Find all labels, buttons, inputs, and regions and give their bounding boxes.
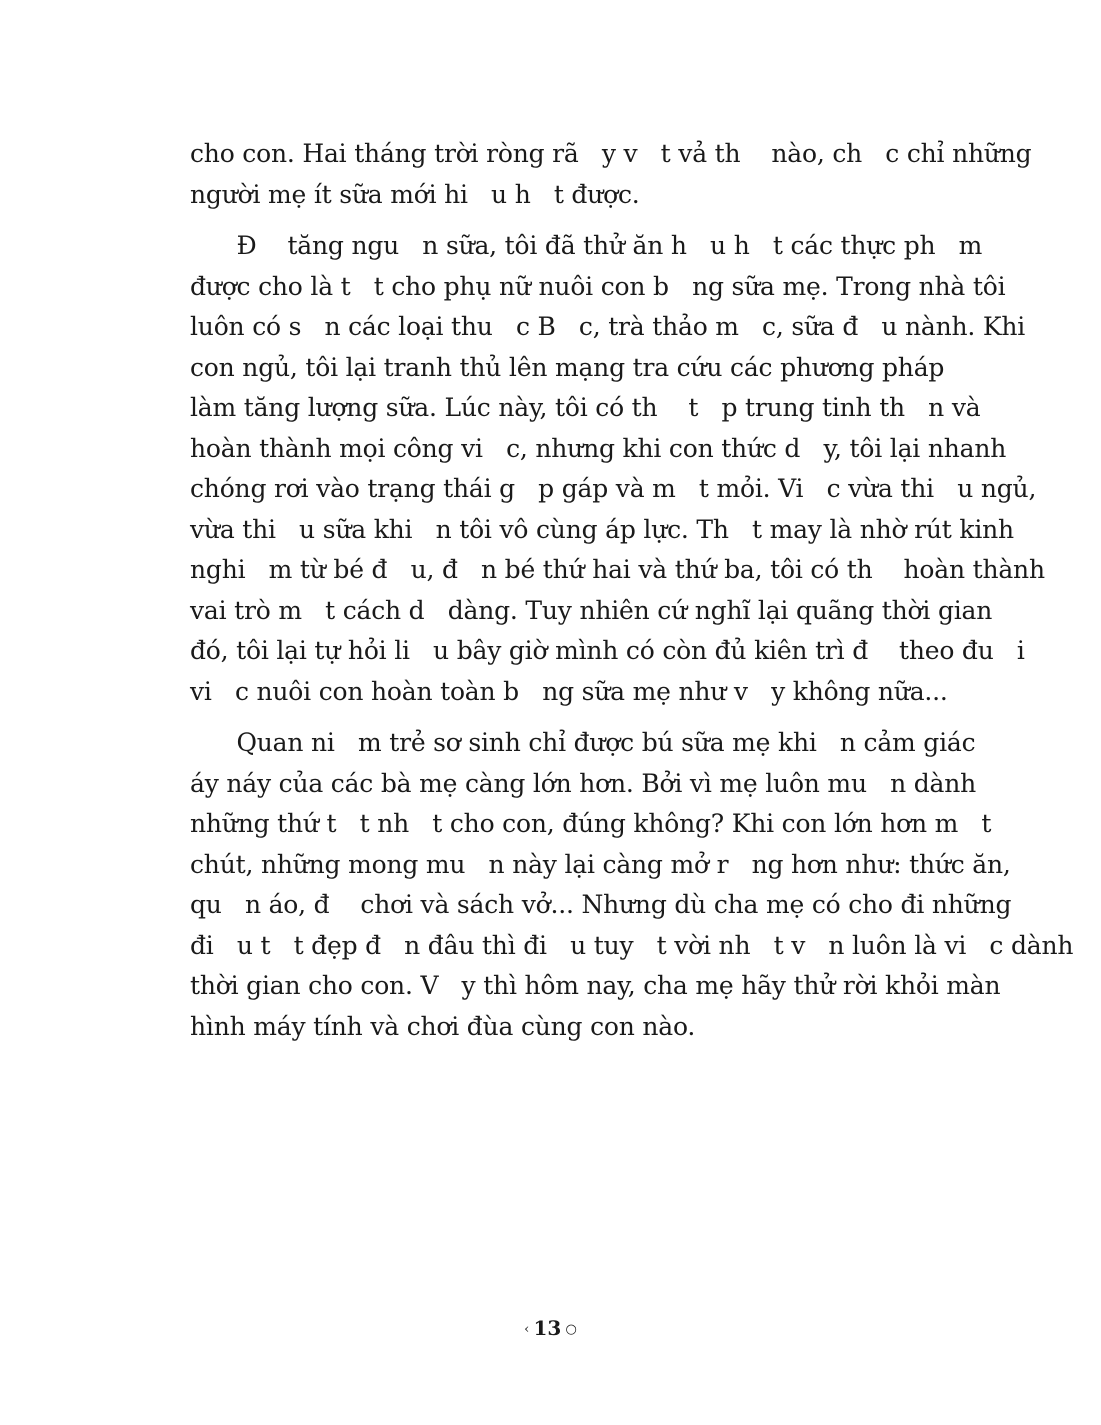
paragraph-1 (190, 134, 1032, 215)
paragraph-2 (190, 226, 1045, 712)
text-line: vi c nuôi con hoàn toàn b ng sữa mẹ như v y không nữa... (190, 676, 948, 706)
text-line: thời gian cho con. V y thì hôm nay, cha mẹ hãy thử rời khỏi màn (190, 971, 1001, 1000)
right-ornament-icon: ○ (561, 1322, 577, 1337)
text-line: vừa thi u sữa khi n tôi vô cùng áp lực. Th t may là nhờ rút kinh (190, 514, 1014, 544)
text-line: hoàn thành mọi công vi c, nhưng khi con thức d y, tôi lại nhanh (190, 433, 1007, 463)
text-line: những thứ t t nh t cho con, đúng không? Khi con lớn hơn m t (190, 809, 992, 838)
text-line: nghi m từ bé đ u, đ n bé thứ hai và thứ ba, tôi có th hoàn thành (190, 555, 1045, 584)
text-line: cho con. Hai tháng trời ròng rã y v t vả th nào, ch c chỉ những (190, 139, 1032, 168)
text-line: làm tăng lượng sữa. Lúc này, tôi có th t p trung tinh th n và (190, 393, 981, 422)
text-line: vai trò m t cách d dàng. Tuy nhiên cứ nghĩ lại quãng thời gian (190, 595, 993, 625)
text-line: đi u t t đẹp đ n đâu thì đi u tuy t vời nh t v n luôn là vi c dành (190, 930, 1074, 960)
text-line: luôn có s n các loại thu c B c, trà thảo m c, sữa đ u nành. Khi (190, 312, 1026, 341)
paragraph-spacer (190, 215, 920, 226)
text-line: được cho là t t cho phụ nữ nuôi con b ng sữa mẹ. Trong nhà tôi (190, 271, 1006, 301)
text-line: con ngủ, tôi lại tranh thủ lên mạng tra cứu các phương pháp (190, 352, 945, 382)
text-line: qu n áo, đ chơi và sách vở... Nhưng dù cha mẹ có cho đi những (190, 890, 1012, 919)
paragraph-3 (190, 723, 1074, 1047)
page-number: 13 (533, 1316, 562, 1340)
text-line: chóng rơi vào trạng thái g p gáp và m t mỏi. Vi c vừa thi u ngủ, (190, 474, 1037, 503)
paragraph-spacer (190, 712, 920, 723)
text-line: Quan ni m trẻ sơ sinh chỉ được bú sữa mẹ khi n cảm giác (190, 728, 976, 757)
text-line: chút, những mong mu n này lại càng mở r ng hơn như: thức ăn, (190, 849, 1011, 879)
text-line: đó, tôi lại tự hỏi li u bây giờ mình có còn đủ kiên trì đ theo đu i (190, 636, 1025, 665)
text-line: áy náy của các bà mẹ càng lớn hơn. Bởi vì mẹ luôn mu n dành (190, 768, 977, 798)
text-line: Đ tăng ngu n sữa, tôi đã thử ăn h u h t các thực ph m (190, 231, 983, 260)
text-line: hình máy tính và chơi đùa cùng con nào. (190, 1011, 696, 1041)
text-line: người mẹ ít sữa mới hi u h t được. (190, 179, 640, 209)
left-ornament-icon: ‹ (524, 1322, 534, 1337)
body-text (190, 134, 1074, 1047)
page-number-footer (0, 1314, 1101, 1344)
